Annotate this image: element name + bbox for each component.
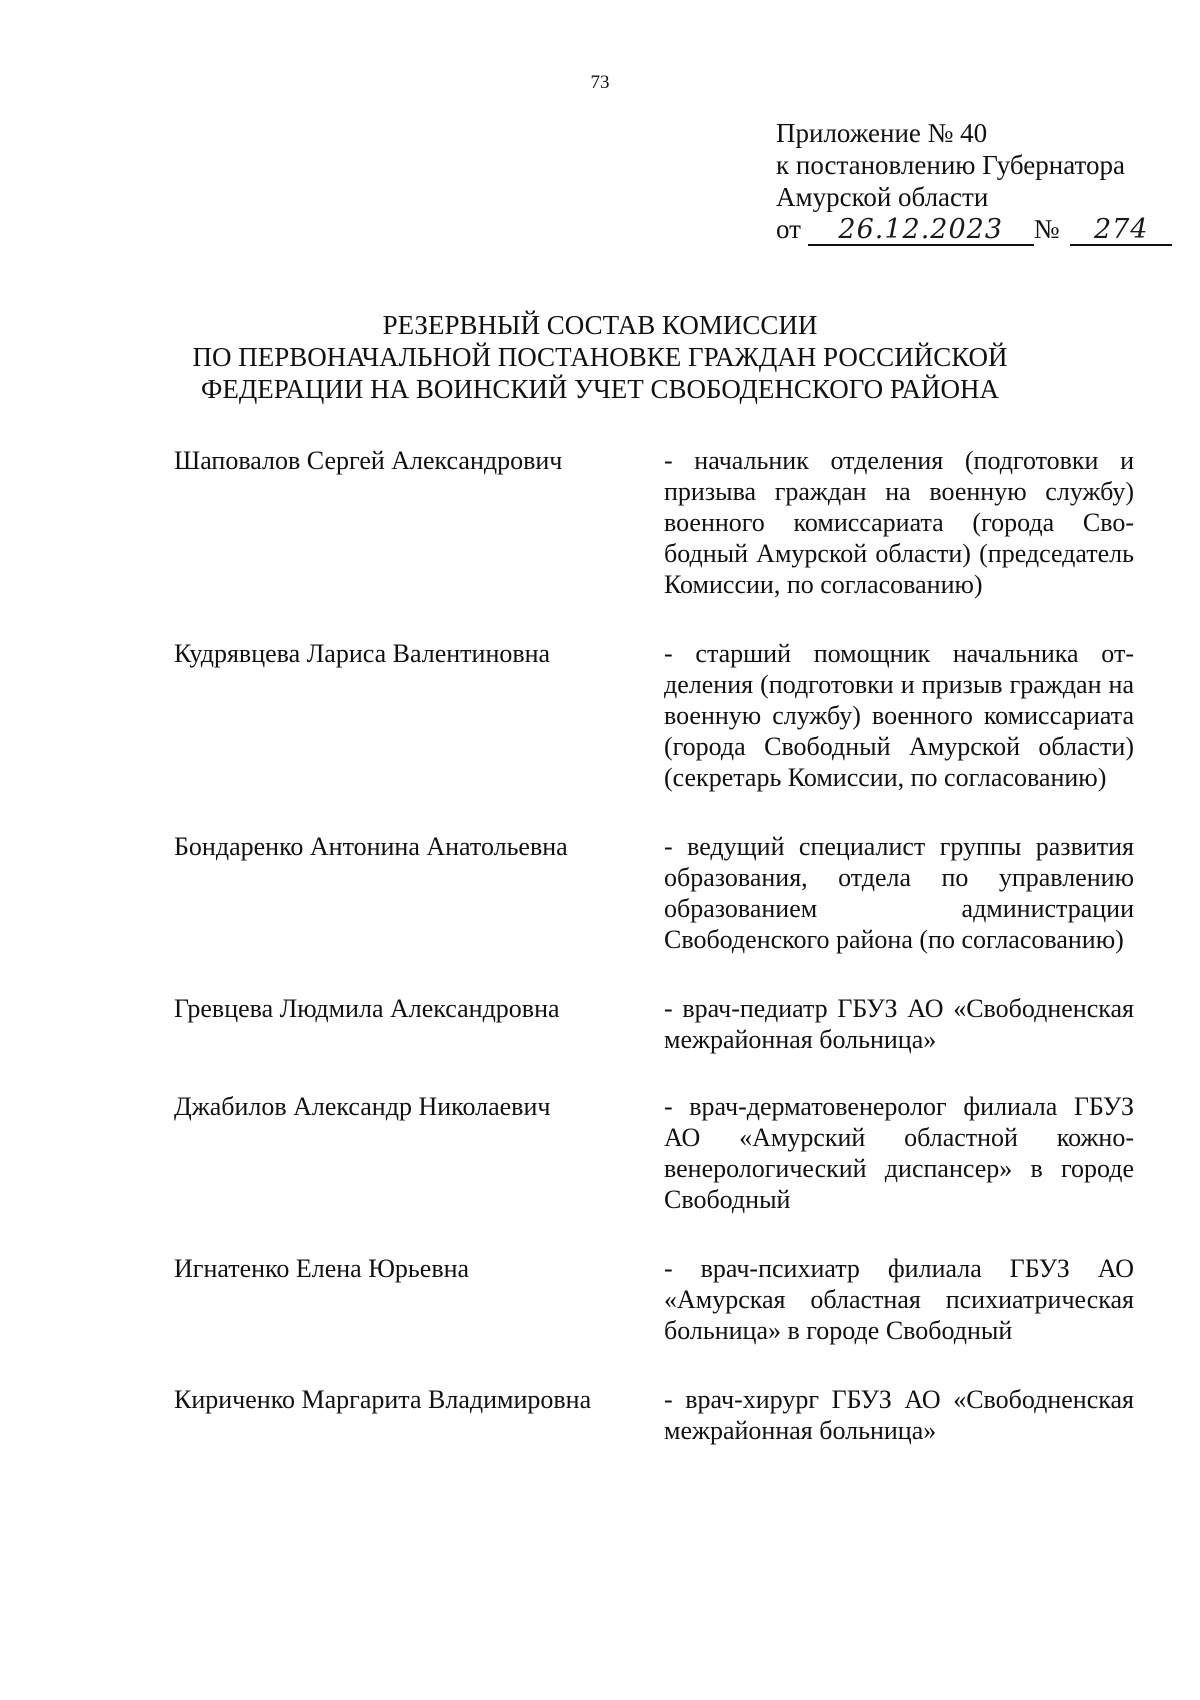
- member-role: - врач-педиатр ГБУЗ АО «Свободненская межрайонная больница»: [664, 994, 1134, 1054]
- member-name: Бондаренко Антонина Анатольевна: [174, 832, 568, 861]
- member-row: [174, 1384, 1134, 1446]
- title-line-3: ФЕДЕРАЦИИ НА ВОИНСКИЙ УЧЕТ СВОБОДЕНСКОГО РАЙОНА: [201, 374, 999, 404]
- appendix-reference: к постановлению Губернатора: [776, 150, 1125, 180]
- appendix-block: [776, 117, 1176, 246]
- appendix-region: Амурской области: [776, 182, 989, 212]
- member-name: Игнатенко Елена Юрьевна: [174, 1254, 470, 1283]
- member-row: [174, 638, 1134, 793]
- handwritten-date: 26.12.2023: [808, 216, 1034, 246]
- member-name: Кудрявцева Лариса Валентиновна: [174, 639, 551, 668]
- member-name: Кириченко Маргарита Владимировна: [174, 1385, 592, 1414]
- member-row: [174, 993, 1134, 1055]
- appendix-title: Приложение № 40: [776, 118, 988, 148]
- number-sign: №: [1033, 214, 1060, 244]
- member-row: [174, 1091, 1134, 1215]
- appendix-date-line: [776, 213, 1176, 246]
- member-role: - врач-хирург ГБУЗ АО «Свободненская межрайонная больница»: [664, 1385, 1134, 1445]
- handwritten-number: 274: [1070, 216, 1172, 246]
- page-number: 73: [590, 72, 610, 93]
- member-role: - врач-психиатр филиала ГБУЗ АО «Амурская областная психиатрическая больница» в городе Свободный: [664, 1254, 1134, 1345]
- document-title: [0, 309, 1200, 405]
- member-name: Джабилов Александр Николаевич: [174, 1092, 551, 1121]
- member-role: - ведущий специалист группы развития образования, отдела по управлению образованием администрации Свободенского района (по согласованию): [664, 832, 1134, 954]
- date-prefix: от: [776, 214, 801, 244]
- title-line-1: РЕЗЕРВНЫЙ СОСТАВ КОМИССИИ: [382, 310, 818, 340]
- member-role: - врач-дерматовенеролог филиала ГБУЗ АО «Амурский областной кожно-венерологический диспансер» в городе Свободный: [664, 1092, 1134, 1214]
- members-list: [174, 445, 1134, 1446]
- title-line-2: ПО ПЕРВОНАЧАЛЬНОЙ ПОСТАНОВКЕ ГРАЖДАН РОССИЙСКОЙ: [192, 342, 1008, 372]
- member-row: [174, 1253, 1134, 1346]
- member-row: [174, 831, 1134, 955]
- member-role: - начальник отделения (подготовки и призыва граждан на военную службу) военного комиссариата (города Свободный Амурской области) (председатель Комиссии, по согласованию): [664, 446, 1134, 599]
- member-name: Шаповалов Сергей Александрович: [174, 446, 563, 475]
- member-role: - старший помощник начальника отделения (подготовки и призыв граждан на военную службу) военного комиссариата (города Свободный Амурской области) (секретарь Комиссии, по согласованию): [664, 639, 1134, 792]
- member-row: [174, 445, 1134, 600]
- member-name: Гревцева Людмила Александровна: [174, 994, 560, 1023]
